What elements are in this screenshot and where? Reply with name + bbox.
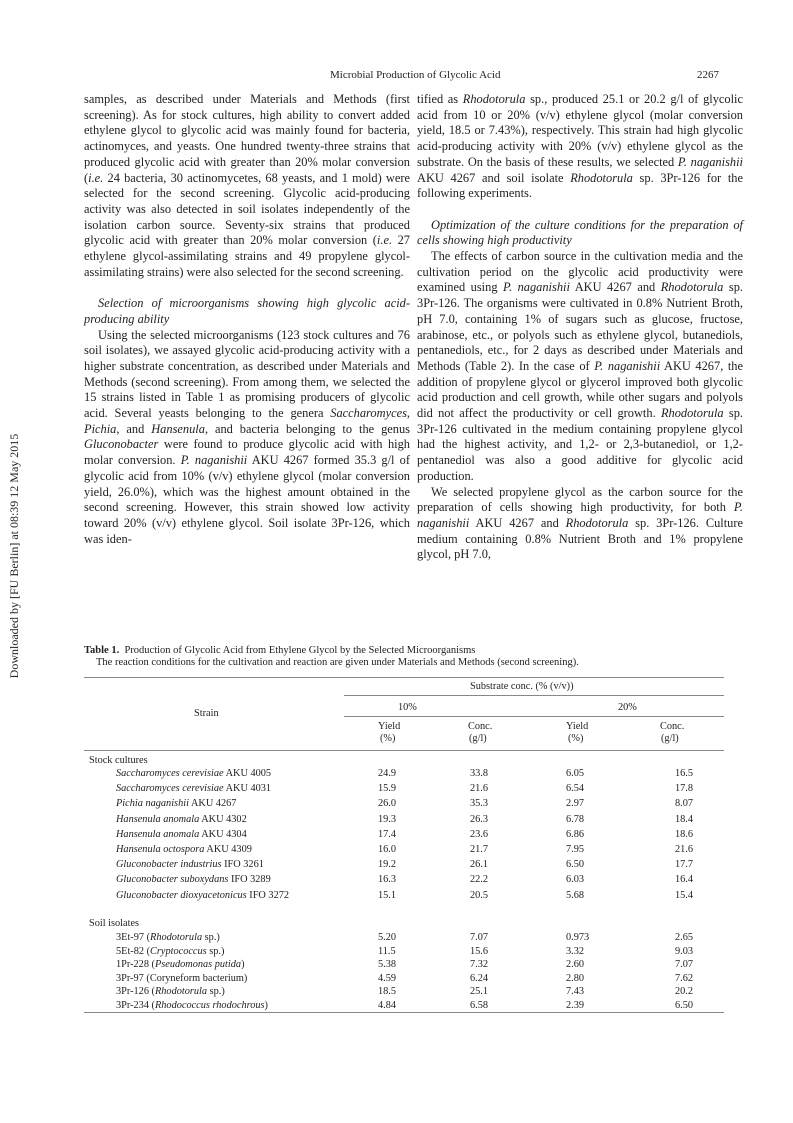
yield-20-value: 6.86 [566, 828, 585, 840]
concv-10-value: 23.6 [470, 828, 489, 840]
strain-name: 3Pr-97 (Coryneform bacterium) [116, 972, 248, 984]
yield-10-value: 19.3 [378, 813, 397, 825]
concv-10-value: 25.1 [470, 986, 489, 998]
yield-20-value: 6.54 [566, 783, 585, 795]
strain-name: Saccharomyces cerevisiae AKU 4005 [116, 768, 272, 779]
yield-10-value: 26.0 [378, 798, 397, 810]
strain-name: Hansenula anomala AKU 4304 [116, 828, 247, 840]
yield-20-unit: (%) [568, 733, 584, 744]
page-number: 2267 [697, 69, 719, 81]
yield-20-value: 2.80 [566, 972, 585, 984]
yield-10-value: 19.2 [378, 859, 397, 871]
yield-20-value: 5.68 [566, 889, 585, 901]
yield-10-value: 4.59 [378, 972, 397, 984]
yield-20-value: 6.05 [566, 768, 585, 779]
strain-name: 3Pr-234 (Rhodococcus rhodochrous) [116, 1000, 268, 1011]
strain-name: Gluconobacter dioxyacetonicus IFO 3272 [116, 889, 290, 901]
table-note: The reaction conditions for the cultivation and reaction are given under Materials and Methods (second screening). [96, 657, 579, 668]
concv-20-value: 6.50 [674, 1000, 693, 1011]
yield-10-unit: (%) [380, 733, 396, 744]
group-soil-isolates: Soil isolates [89, 918, 140, 929]
concv-10-value: 7.32 [470, 959, 489, 971]
concv-10-value: 26.3 [470, 813, 489, 825]
yield-20-value: 2.97 [566, 798, 585, 810]
strain-name: Saccharomyces cerevisiae AKU 4031 [116, 783, 272, 795]
download-watermark: Downloaded by [FU Berlin] at 08:39 12 May 2015 [7, 433, 21, 679]
strain-name: Gluconobacter suboxydans IFO 3289 [116, 874, 271, 886]
yield-10-value: 17.4 [378, 828, 397, 840]
concv-10-value: 26.1 [470, 859, 489, 871]
yield-20-value: 2.60 [566, 959, 585, 971]
yield-10-value: 4.84 [378, 1000, 397, 1011]
group-stock-cultures: Stock cultures [89, 755, 148, 766]
yield-20-value: 6.03 [566, 874, 585, 886]
strain-name: Hansenula anomala AKU 4302 [116, 813, 247, 825]
table-rule [84, 750, 724, 751]
substrate-header: Substrate conc. (% (v/v)) [470, 681, 574, 692]
yield-20-value: 0.973 [566, 932, 590, 943]
concv-10-value: 35.3 [470, 798, 489, 810]
concv-20-value: 21.6 [674, 844, 693, 855]
yield-20-value: 3.32 [566, 945, 585, 957]
concv-20-value: 20.2 [674, 986, 693, 998]
concv-10-value: 22.2 [470, 874, 489, 886]
concv-10-value: 6.24 [470, 972, 489, 984]
concv-20-value: 17.8 [674, 783, 693, 795]
section-heading: Optimization of the culture conditions for the preparation of cells showing high productivity [417, 217, 743, 248]
section-heading: Selection of microorganisms showing high glycolic acid-producing ability [84, 296, 410, 326]
concv-10-header: Conc. [468, 721, 493, 732]
concv-10-value: 6.58 [470, 1000, 489, 1011]
yield-10-value: 15.1 [378, 889, 397, 901]
paragraph: The effects of carbon source in the cultivation media and the cultivation period on the glycolic acid productivity were examined using P. naganishii AKU 4267 and Rhodotorula sp. 3Pr-126. The organisms were cultivated in 0.8% Nutrient Broth, pH 7.0, containing 1% of sugars such as glucose, fructose, arabinose, etc., or polyols such as ethylene glycol, butanediols, pentanediols, etc., for 2 days as described under Materials and Methods (Table 2). In the case of P. naganishii AKU 4267, the addition of propylene glycol or glycerol improved both glycolic acid production and cell growth, while other sugars and polyols did not affect the productivity or cell growth. Rhodotorula sp. 3Pr-126 cultivated in the medium containing propylene glycol had the highest activity, and 1,2- or 2,3-butanediol, or 1,2-pentanediol was also a good additive for glycolic acid production. [417, 249, 743, 483]
concv-10-value: 15.6 [470, 945, 489, 957]
yield-10-header: Yield [378, 721, 401, 732]
concv-20-value: 18.6 [674, 828, 693, 840]
running-header [0, 69, 793, 85]
yield-10-value: 16.0 [378, 844, 397, 855]
strain-name: Hansenula octospora AKU 4309 [116, 844, 252, 855]
paragraph: tified as Rhodotorula sp., produced 25.1 or 20.2 g/l of glycolic acid from 10 or 20% (v/v) ethylene glycol (molar conversion yield, 18.5 or 7.43%), respectively. This strain had high glycolic acid-producing activity with 20% (v/v) ethylene glycol as the substrate. On the basis of these results, we selected P. naganishii AKU 4267 and soil isolate Rhodotorula sp. 3Pr-126 for the following experiments. [417, 92, 743, 201]
strain-name: Pichia naganishii AKU 4267 [116, 798, 237, 810]
strain-name: Gluconobacter industrius IFO 3261 [116, 859, 264, 871]
strain-name: 5Et-82 (Cryptococcus sp.) [116, 945, 225, 957]
running-title: Microbial Production of Glycolic Acid [330, 69, 501, 81]
yield-20-value: 2.39 [566, 1000, 585, 1011]
right-column [417, 92, 743, 563]
concv-20-value: 17.7 [674, 859, 693, 871]
left-column [84, 92, 410, 547]
strain-header: Strain [194, 708, 219, 719]
yield-10-value: 16.3 [378, 874, 397, 886]
yield-10-value: 15.9 [378, 783, 397, 795]
concv-20-value: 8.07 [674, 798, 693, 810]
concv-10-unit: (g/l) [469, 733, 487, 744]
table-rule [344, 716, 724, 717]
yield-20-value: 6.78 [566, 813, 585, 825]
strain-name: 1Pr-228 (Pseudomonas putida) [116, 959, 245, 971]
table-caption [84, 644, 724, 657]
table-rule-top [84, 677, 724, 678]
strain-name: 3Et-97 (Rhodotorula sp.) [116, 932, 220, 943]
concv-20-value: 15.4 [674, 889, 693, 901]
concv-10-value: 21.6 [470, 783, 489, 795]
concv-20-value: 9.03 [674, 945, 693, 957]
table-rule [344, 695, 724, 696]
yield-20-header: Yield [566, 721, 589, 732]
concv-10-value: 33.8 [470, 768, 489, 779]
yield-10-value: 5.20 [378, 932, 397, 943]
concv-20-value: 18.4 [674, 813, 693, 825]
concv-20-value: 7.62 [674, 972, 693, 984]
concv-20-unit: (g/l) [661, 733, 679, 744]
concv-20-header: Conc. [660, 721, 685, 732]
concv-20-value: 16.4 [674, 874, 693, 886]
yield-10-value: 11.5 [378, 945, 396, 957]
paragraph: We selected propylene glycol as the carbon source for the preparation of cells showing high productivity, for both P. naganishii AKU 4267 and Rhodotorula sp. 3Pr-126. Culture medium containing 0.8% Nutrient Broth and 1% propylene glycol, pH 7.0, [417, 484, 743, 562]
conc10-header: 10% [398, 702, 417, 713]
concv-20-value: 16.5 [674, 768, 693, 779]
table-label: Table 1. [84, 645, 120, 656]
yield-20-value: 7.95 [566, 844, 585, 855]
yield-10-value: 24.9 [378, 768, 397, 779]
table-rule-bottom [84, 1012, 724, 1013]
yield-10-value: 18.5 [378, 986, 397, 998]
yield-20-value: 6.50 [566, 859, 585, 871]
strain-name: 3Pr-126 (Rhodotorula sp.) [116, 986, 225, 998]
paragraph: samples, as described under Materials and Methods (first screening). As for stock cultures, high ability to convert added ethylene glycol to glycolic acid was mainly found for bacteria, actinomyces, and yeasts. One hundred twenty-three strains that produced glycolic acid with greater than 20% molar conversion (i.e. 24 bacteria, 30 actinomycetes, 68 yeasts, and 1 mold) were selected for the second screening. Glycolic acid-producing activity was also detected in soil isolates independently of the isolation carbon source. Seventy-six strains that produced glycolic acid with greater than 20% molar conversion (i.e. 27 ethylene glycol-assimilating strains and 49 propylene glycol-assimilating strains) were also selected for the second screening. [84, 92, 410, 279]
paragraph: Using the selected microorganisms (123 stock cultures and 76 soil isolates), we assayed glycolic acid-producing activity with a higher substrate concentration, as described under Materials and Methods (second screening). From among them, we selected the 15 strains listed in Table 1 as promising producers of glycolic acid. Several yeasts belonging to the genera Saccharomyces, Pichia, and Hansenula, and bacteria belonging to the genus Gluconobacter were found to produce glycolic acid with high molar conversion. P. naganishii AKU 4267 formed 35.3 g/l of glycolic acid from 10% (v/v) ethylene glycol (molar conversion yield, 26.0%), which was the highest amount obtained in the second screening. However, this strain showed low activity toward 20% (v/v) ethylene glycol. Soil isolate 3Pr-126, which was iden- [84, 327, 410, 546]
concv-10-value: 20.5 [470, 889, 489, 901]
concv-10-value: 7.07 [470, 932, 489, 943]
yield-20-value: 7.43 [566, 986, 585, 998]
concv-20-value: 2.65 [674, 932, 693, 943]
concv-10-value: 21.7 [470, 844, 489, 855]
concv-20-value: 7.07 [674, 959, 693, 971]
table-title: Production of Glycolic Acid from Ethylene Glycol by the Selected Microorganisms [124, 645, 476, 656]
conc20-header: 20% [618, 702, 637, 713]
yield-10-value: 5.38 [378, 959, 397, 971]
